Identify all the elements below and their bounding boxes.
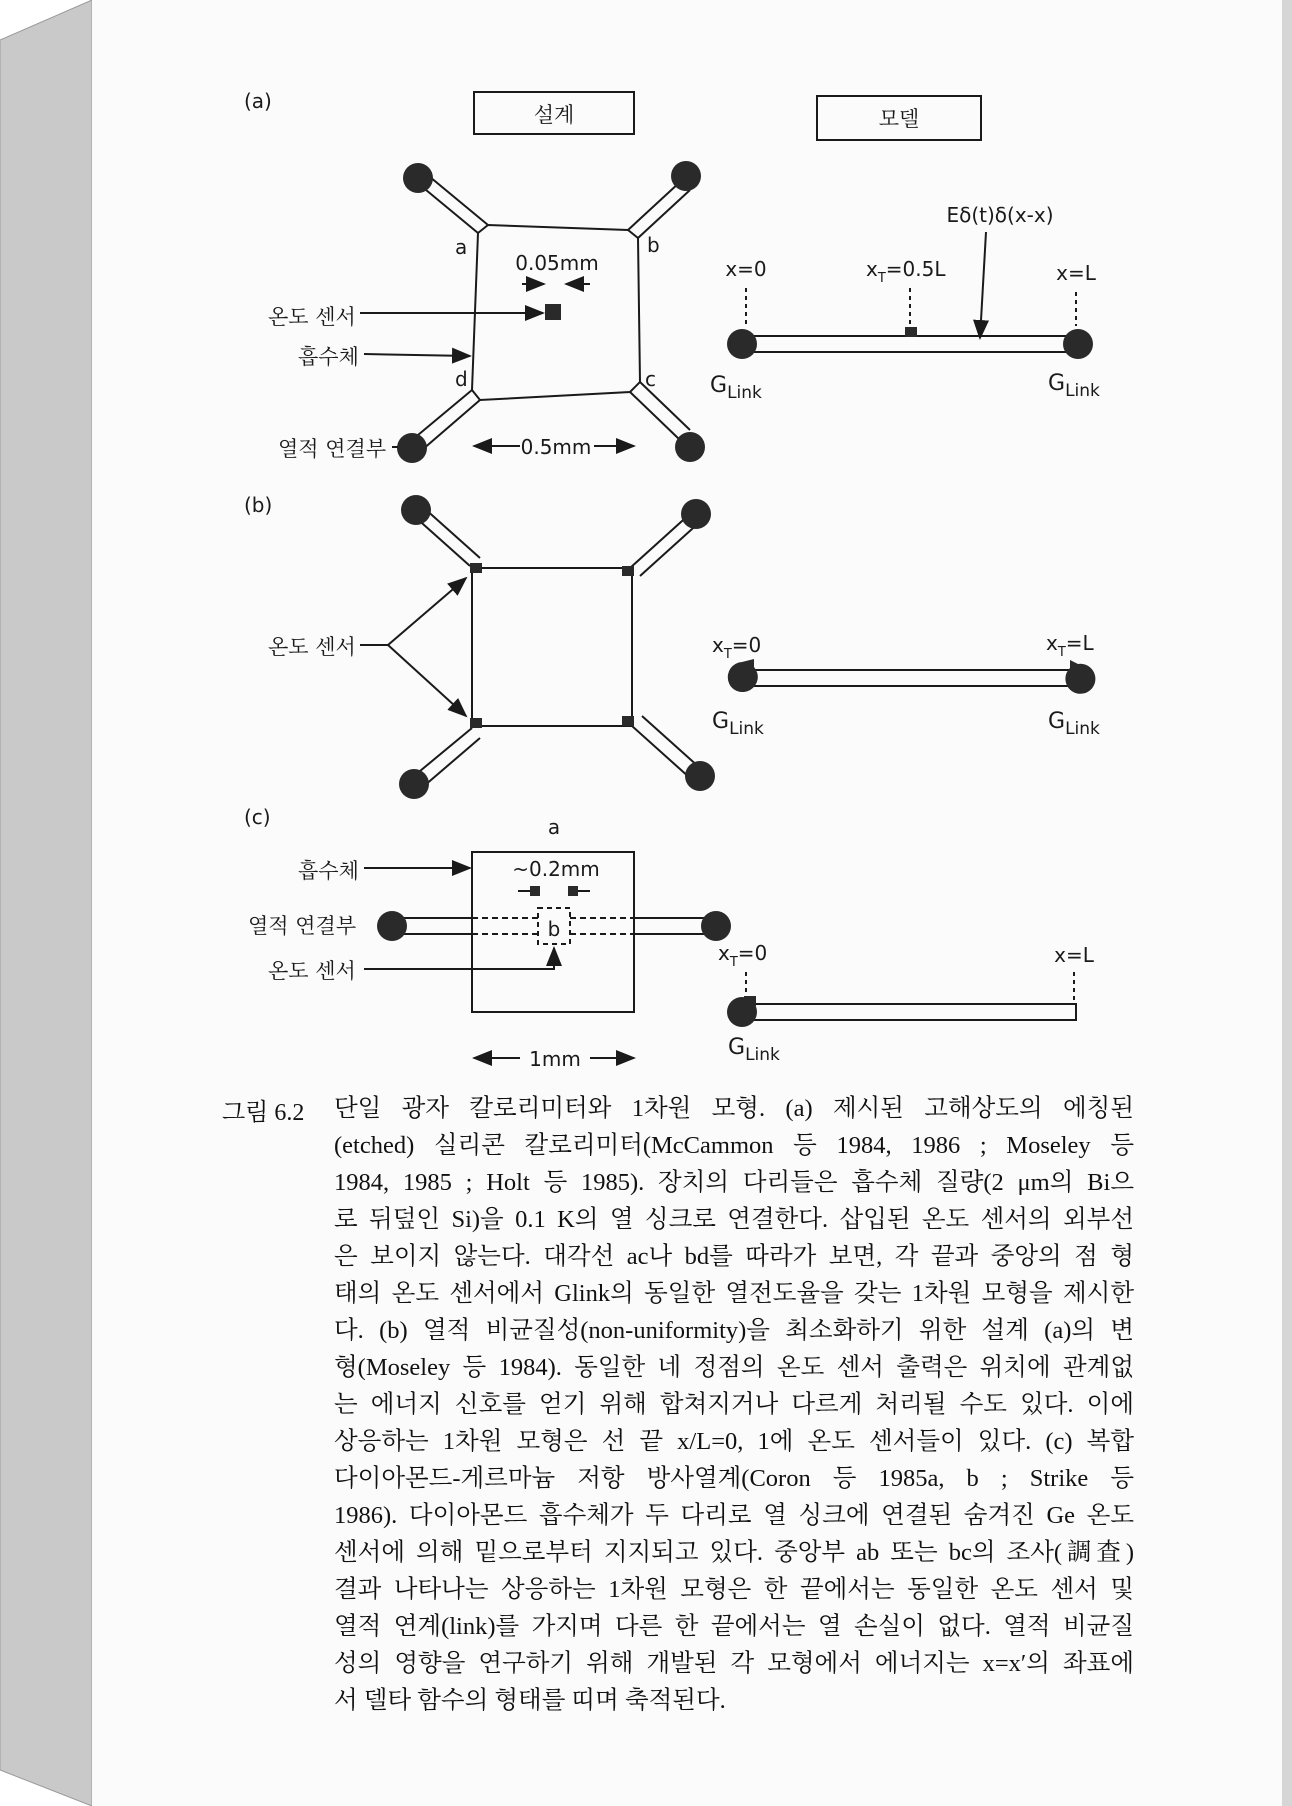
label-sensor-b: 온도 센서 bbox=[268, 635, 356, 659]
design-a bbox=[268, 161, 705, 463]
g-link-left: $G_{Link}$ bbox=[728, 1035, 780, 1065]
corner-label-a: a bbox=[455, 235, 468, 259]
sensor-size-label-c: ~0.2mm bbox=[512, 857, 600, 881]
heat-sink-pad bbox=[701, 911, 731, 941]
heat-sink-pad bbox=[403, 163, 433, 193]
panel-label-c: (c) bbox=[244, 805, 271, 829]
caption-line: 형(Moseley 등 1984). 동일한 네 정점의 온도 센서 출력은 위치에 관계없 bbox=[334, 1354, 1134, 1381]
model-end-node bbox=[1066, 664, 1094, 692]
g-link-right: $G_{Link}$ bbox=[1048, 709, 1100, 739]
heat-sink-pad bbox=[401, 495, 431, 525]
model-rod bbox=[744, 336, 1078, 352]
corner-label-a-c: a bbox=[547, 815, 561, 839]
model-c-xl: x=L bbox=[1054, 943, 1094, 967]
corner-sensor bbox=[470, 563, 482, 573]
g-link-left: $G_{Link}$ bbox=[710, 373, 762, 403]
panel-label-b: (b) bbox=[244, 493, 273, 517]
caption-line: 다이아몬드-게르마늄 저항 방사열계(Coron 등 1985a, b ; Strike 등 bbox=[334, 1465, 1134, 1492]
panel-label-a: (a) bbox=[244, 89, 272, 113]
caption-line: 단일 광자 칼로리미터와 1차원 모형. (a) 제시된 고해상도의 에칭된 bbox=[334, 1095, 1134, 1122]
model-end-node bbox=[728, 664, 756, 692]
caption-line: 1984, 1985 ; Holt 등 1985). 장치의 다리들은 흡수체 질량(2 μm의 Bi으 bbox=[334, 1169, 1134, 1196]
design-header: 설계 bbox=[533, 103, 575, 127]
model-end-node bbox=[727, 329, 757, 359]
label-sensor-c: 온도 센서 bbox=[268, 959, 356, 983]
model-header: 모델 bbox=[878, 107, 920, 131]
absorber-square bbox=[472, 568, 632, 726]
corner-label-c: c bbox=[645, 367, 656, 391]
corner-label-b: b bbox=[647, 233, 660, 257]
heat-sink-pad bbox=[685, 761, 715, 791]
caption-line: 서 델타 함수의 형태를 띠며 축적된다. bbox=[334, 1687, 726, 1714]
temperature-sensor bbox=[545, 304, 561, 320]
caption-line: 상응하는 1차원 모형은 선 끝 x/L=0, 1에 온도 센서들이 있다. (c) 복합 bbox=[334, 1428, 1134, 1455]
corner-label-d: d bbox=[455, 367, 468, 391]
caption-line: 결과 나타나는 상응하는 1차원 모형은 한 끝에서는 동일한 온도 센서 및 bbox=[334, 1576, 1134, 1603]
model-b-x-right: $x_T=L$ bbox=[1046, 631, 1094, 660]
model-xt: $x_T=0.5L$ bbox=[866, 257, 946, 286]
model-c-x0: $x_T=0$ bbox=[718, 941, 768, 970]
corner-sensor bbox=[622, 716, 634, 726]
g-link-left: $G_{Link}$ bbox=[712, 709, 764, 739]
model-rod bbox=[746, 670, 1078, 686]
label-link-c: 열적 연결부 bbox=[248, 914, 357, 938]
caption-line: 센서에 의해 밑으로부터 지지되고 있다. 중앙부 ab 또는 bc의 조사(調査) bbox=[334, 1539, 1134, 1566]
figure-number: 그림 6.2 bbox=[222, 1100, 305, 1126]
sensor-size-label: 0.05mm bbox=[515, 251, 599, 275]
label-absorber: 흡수체 bbox=[298, 345, 359, 369]
model-a bbox=[710, 203, 1100, 403]
design-b bbox=[268, 495, 715, 799]
model-c bbox=[718, 941, 1095, 1065]
caption-line: 열적 연계(link)를 가지며 다른 한 끝에서는 열 손실이 없다. 열적 비균질 bbox=[334, 1613, 1134, 1640]
g-link-right: $G_{Link}$ bbox=[1048, 371, 1100, 401]
caption-line: 성의 영향을 연구하기 위해 개발된 각 모형에서 에너지는 x=x′의 좌표에 bbox=[334, 1650, 1134, 1677]
size-1mm-label: 1mm bbox=[529, 1047, 581, 1071]
heat-sink-pad bbox=[377, 911, 407, 941]
label-sensor: 온도 센서 bbox=[268, 305, 356, 329]
model-rod bbox=[746, 1004, 1076, 1020]
corner-sensor bbox=[622, 566, 634, 576]
model-end-node bbox=[1063, 329, 1093, 359]
model-b bbox=[712, 631, 1100, 739]
heat-sink-pad bbox=[671, 161, 701, 191]
model-end-sensor bbox=[744, 996, 756, 1006]
model-b-x-left: $x_T=0$ bbox=[712, 633, 762, 662]
model-x0: x=0 bbox=[725, 257, 767, 281]
heat-sink-pad bbox=[397, 433, 427, 463]
caption-line: 로 뒤덮인 Si)을 0.1 K의 열 싱크로 연결한다. 삽입된 온도 센서의 외부선 bbox=[334, 1206, 1134, 1233]
model-xl: x=L bbox=[1056, 261, 1096, 285]
delta-energy-label: Eδ(t)δ(x-x) bbox=[946, 203, 1054, 227]
caption-line: 1986). 다이아몬드 흡수체가 두 다리로 열 싱크에 연결된 숨겨진 Ge 온도 bbox=[334, 1502, 1134, 1529]
caption-line: 는 에너지 신호를 얻기 위해 합쳐지거나 다르게 처리될 수도 있다. 이에 bbox=[334, 1391, 1134, 1418]
sensor-b-label: b bbox=[547, 917, 561, 941]
design-c bbox=[248, 815, 731, 1071]
figure-caption bbox=[334, 1090, 1134, 1719]
heat-sink-pad bbox=[681, 499, 711, 529]
caption-line: 태의 온도 센서에서 Glink의 동일한 열전도율을 갖는 1차원 모형을 제시한 bbox=[334, 1280, 1134, 1307]
label-absorber-c: 흡수체 bbox=[298, 859, 359, 883]
heat-sink-pad bbox=[399, 769, 429, 799]
heat-sink-pad bbox=[675, 432, 705, 462]
label-thermal-link: 열적 연결부 bbox=[278, 437, 387, 461]
corner-sensor bbox=[470, 718, 482, 728]
absorber-size-label: 0.5mm bbox=[520, 435, 592, 459]
caption-line: 은 보이지 않는다. 대각선 ac나 bd를 따라가 보면, 각 끝과 중앙의 점 형 bbox=[334, 1243, 1134, 1270]
caption-line: (etched) 실리콘 칼로리미터(McCammon 등 1984, 1986 ; Moseley 등 bbox=[334, 1132, 1134, 1159]
model-sensor bbox=[905, 327, 917, 337]
caption-line: 다. (b) 열적 비균질성(non-uniformity)을 최소화하기 위한 설계 (a)의 변 bbox=[334, 1317, 1134, 1344]
